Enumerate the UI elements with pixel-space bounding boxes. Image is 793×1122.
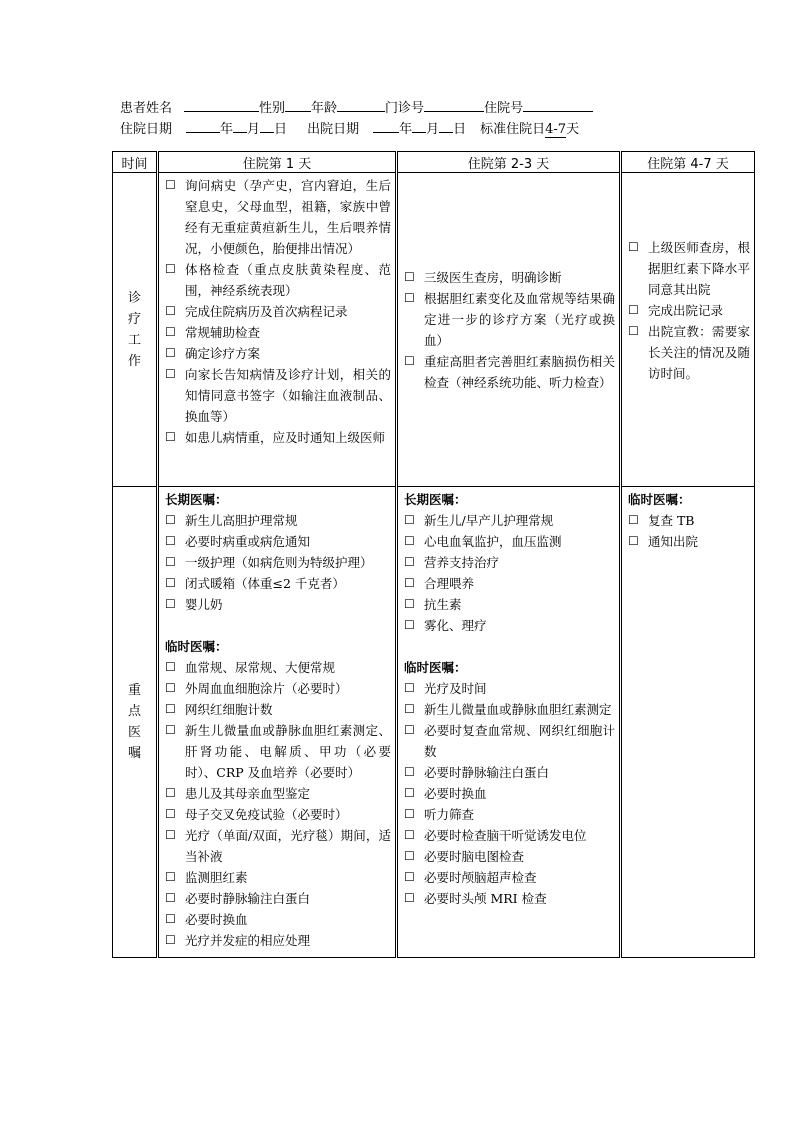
checkbox-icon[interactable]: ☐ bbox=[404, 870, 415, 884]
discharge-day-field[interactable] bbox=[439, 119, 453, 133]
checkbox-icon[interactable]: ☐ bbox=[404, 723, 415, 737]
checklist-item-text: 重症高胆者完善胆红素脑损伤相关检查（神经系统功能、听力检查） bbox=[424, 353, 615, 390]
checklist-item-text: 新生儿/早产儿护理常规 bbox=[424, 513, 554, 528]
checklist-item bbox=[404, 351, 615, 393]
checkbox-icon[interactable]: ☐ bbox=[404, 513, 415, 527]
checklist-item bbox=[404, 867, 615, 888]
checklist-item-text: 复查 TB bbox=[648, 513, 695, 528]
checklist-item bbox=[404, 888, 615, 909]
checklist-item-text: 新生儿微量血或静脉血胆红素测定、肝肾功能、电解质、甲功（必要时）、CRP 及血培养（必要时） bbox=[185, 723, 391, 780]
checkbox-icon[interactable]: ☐ bbox=[165, 912, 176, 926]
checklist-item-text: 必要时复查血常规、网织红细胞计数 bbox=[424, 723, 615, 759]
checklist-item bbox=[404, 573, 615, 594]
checkbox-icon[interactable]: ☐ bbox=[404, 534, 415, 548]
checklist-item-text: 听力筛查 bbox=[424, 807, 475, 822]
checklist-item-text: 常规辅助检查 bbox=[185, 325, 261, 340]
year-unit: 年 bbox=[220, 122, 234, 137]
admission-day-field[interactable] bbox=[260, 119, 274, 133]
orders-row-label bbox=[113, 487, 158, 958]
checklist-item bbox=[165, 867, 391, 888]
checkbox-icon[interactable]: ☐ bbox=[165, 723, 176, 737]
checklist-item bbox=[165, 364, 391, 427]
long-term-orders-title: 长期医嘱： bbox=[165, 492, 228, 507]
checklist-item bbox=[165, 804, 391, 825]
checkbox-icon[interactable]: ☐ bbox=[165, 262, 176, 276]
checklist-item-text: 心电血氧监护，血压监测 bbox=[424, 534, 562, 549]
checklist-item-text: 光疗并发症的相应处理 bbox=[185, 933, 311, 948]
checklist-item-text: 必要时脑电图检查 bbox=[424, 849, 525, 864]
checklist-item-text: 血常规、尿常规、大便常规 bbox=[185, 660, 336, 675]
checklist-item-text: 完成住院病历及首次病程记录 bbox=[185, 304, 348, 319]
checklist-item bbox=[628, 510, 750, 531]
checklist-item-text: 必要时换血 bbox=[424, 786, 487, 801]
checklist-item-text: 出院宣教：需要家长关注的情况及随访时间。 bbox=[648, 324, 750, 381]
checklist-item bbox=[165, 175, 391, 259]
checkbox-icon[interactable]: ☐ bbox=[628, 303, 639, 317]
discharge-date-label: 出院日期 bbox=[307, 122, 360, 137]
month-unit: 月 bbox=[247, 122, 261, 137]
year-unit: 年 bbox=[399, 122, 413, 137]
checkbox-icon[interactable]: ☐ bbox=[404, 290, 415, 305]
name-field[interactable] bbox=[184, 98, 259, 112]
checklist-item bbox=[165, 301, 391, 322]
checklist-item bbox=[165, 594, 391, 615]
checklist-item-text: 患儿及其母亲血型鉴定 bbox=[185, 786, 311, 801]
name-label: 患者姓名 bbox=[120, 101, 173, 116]
work-day23-cell bbox=[397, 173, 621, 487]
checkbox-icon[interactable]: ☐ bbox=[165, 346, 176, 360]
checklist-item-text: 根据胆红素变化及血常规等结果确定进一步的诊疗方案（光疗或换血） bbox=[424, 290, 615, 348]
checklist-item bbox=[165, 552, 391, 573]
checklist-item-text: 必要时静脉输注白蛋白 bbox=[424, 765, 550, 780]
checkbox-icon[interactable]: ☐ bbox=[165, 828, 176, 842]
checkbox-icon[interactable]: ☐ bbox=[628, 513, 639, 527]
checklist-item bbox=[404, 510, 615, 531]
col-time-header: 时间 bbox=[113, 152, 158, 173]
work-day47-cell bbox=[621, 173, 755, 487]
checklist-item bbox=[165, 720, 391, 783]
checkbox-icon[interactable]: ☐ bbox=[165, 178, 176, 192]
checkbox-icon[interactable]: ☐ bbox=[404, 807, 415, 821]
checklist-item bbox=[404, 288, 615, 351]
checklist-item bbox=[404, 552, 615, 573]
checkbox-icon[interactable]: ☐ bbox=[165, 870, 176, 884]
checkbox-icon[interactable]: ☐ bbox=[165, 534, 176, 548]
checklist-item bbox=[165, 699, 391, 720]
orders-day23-cell bbox=[397, 487, 621, 958]
checklist-item-text: 网织红细胞计数 bbox=[185, 702, 273, 717]
gender-field[interactable] bbox=[285, 98, 311, 112]
checkbox-icon[interactable]: ☐ bbox=[404, 618, 415, 632]
checklist-item-text: 光疗及时间 bbox=[424, 681, 487, 696]
checklist-item bbox=[165, 322, 391, 343]
checklist-item-text: 婴儿奶 bbox=[185, 597, 223, 612]
checklist-item bbox=[165, 657, 391, 678]
checkbox-icon[interactable]: ☐ bbox=[404, 681, 415, 695]
checklist-item bbox=[404, 783, 615, 804]
checklist-item bbox=[165, 510, 391, 531]
checklist-item-text: 必要时病重或病危通知 bbox=[185, 534, 311, 549]
checkbox-icon[interactable]: ☐ bbox=[404, 353, 415, 368]
day-unit: 日 bbox=[453, 122, 467, 137]
checkbox-icon[interactable]: ☐ bbox=[404, 849, 415, 863]
checklist-item bbox=[404, 615, 615, 636]
checklist-item-text: 合理喂养 bbox=[424, 576, 475, 591]
temporary-orders-title: 临时医嘱： bbox=[628, 492, 691, 507]
checklist-item-text: 必要时头颅 MRI 检查 bbox=[424, 891, 547, 906]
checkbox-icon[interactable]: ☐ bbox=[628, 324, 639, 338]
checklist-item-text: 向家长告知病情及诊疗计划，相关的知情同意书签字（如输注血液制品、换血等） bbox=[185, 367, 391, 424]
checklist-item-text: 必要时静脉输注白蛋白 bbox=[185, 891, 311, 906]
checklist-item-text: 一级护理（如病危则为特级护理） bbox=[185, 555, 373, 570]
checklist-item-text: 体格检查（重点皮肤黄染程度、范围，神经系统表现） bbox=[185, 262, 391, 298]
checkbox-icon[interactable]: ☐ bbox=[165, 304, 176, 318]
patient-info-line bbox=[120, 98, 593, 117]
checkbox-icon[interactable]: ☐ bbox=[165, 660, 176, 674]
orders-day1-cell bbox=[158, 487, 397, 958]
checkbox-icon[interactable]: ☐ bbox=[404, 555, 415, 569]
temporary-orders-title: 临时医嘱： bbox=[404, 660, 467, 675]
checkbox-icon[interactable]: ☐ bbox=[165, 786, 176, 800]
checkbox-icon[interactable]: ☐ bbox=[404, 765, 415, 779]
checkbox-icon[interactable]: ☐ bbox=[165, 807, 176, 821]
checklist-item bbox=[165, 573, 391, 594]
checkbox-icon[interactable]: ☐ bbox=[404, 269, 415, 284]
work-day1-cell bbox=[158, 173, 397, 487]
checklist-item bbox=[404, 762, 615, 783]
checklist-item bbox=[165, 930, 391, 951]
discharge-year-field[interactable] bbox=[373, 119, 399, 133]
admission-year-field[interactable] bbox=[186, 119, 220, 133]
day-unit: 日 bbox=[274, 122, 288, 137]
checkbox-icon[interactable]: ☐ bbox=[165, 367, 176, 381]
checklist-item-text: 新生儿高胆护理常规 bbox=[185, 513, 298, 528]
checklist-item-text: 抗生素 bbox=[424, 597, 462, 612]
checkbox-icon[interactable]: ☐ bbox=[165, 702, 176, 716]
gender-label: 性别 bbox=[259, 101, 286, 116]
checklist-item-text: 通知出院 bbox=[648, 534, 699, 549]
checklist-item-text: 如患儿病情重，应及时通知上级医师 bbox=[185, 430, 386, 445]
checklist-item bbox=[165, 343, 391, 364]
checklist-item bbox=[165, 909, 391, 930]
work-row-label-text: 诊疗工作 bbox=[127, 290, 141, 369]
clinical-pathway-table bbox=[112, 151, 755, 958]
orders-row bbox=[113, 487, 755, 958]
checklist-item bbox=[165, 678, 391, 699]
age-field[interactable] bbox=[337, 98, 385, 112]
checklist-item-text: 外周血血细胞涂片（必要时） bbox=[185, 681, 348, 696]
standard-stay-label: 标准住院日 bbox=[480, 122, 546, 137]
checklist-item-text: 闭式暖箱（体重≤2 千克者） bbox=[185, 576, 345, 591]
col-day1-header: 住院第 1 天 bbox=[158, 152, 397, 173]
checklist-item bbox=[404, 825, 615, 846]
checklist-item bbox=[628, 300, 750, 321]
checklist-item bbox=[404, 267, 615, 288]
checklist-item bbox=[165, 783, 391, 804]
checklist-item-text: 完成出院记录 bbox=[648, 303, 724, 318]
checklist-item bbox=[404, 804, 615, 825]
checklist-item-text: 营养支持治疗 bbox=[424, 555, 500, 570]
checklist-item-text: 必要时颅脑超声检查 bbox=[424, 870, 537, 885]
standard-stay-value: 4-7 bbox=[545, 122, 567, 137]
checklist-item-text: 三级医生查房，明确诊断 bbox=[424, 269, 562, 285]
checklist-item bbox=[404, 846, 615, 867]
checklist-item-text: 询问病史（孕产史，宫内窘迫，生后窒息史，父母血型，祖籍，家族中曾经有无重症黄疸新生儿，生后喂养情况，小便颜色，胎便排出情况） bbox=[185, 178, 391, 256]
admission-month-field[interactable] bbox=[233, 119, 247, 133]
col-day47-header: 住院第 4-7 天 bbox=[621, 152, 755, 173]
checkbox-icon[interactable]: ☐ bbox=[165, 430, 176, 444]
checkbox-icon[interactable]: ☐ bbox=[165, 891, 176, 905]
temporary-orders-title: 临时医嘱： bbox=[165, 639, 228, 654]
checklist-item-text: 母子交叉免疫试验（必要时） bbox=[185, 807, 348, 822]
inpatient-number-field[interactable] bbox=[523, 98, 593, 112]
date-info-line bbox=[120, 119, 579, 138]
checklist-item-text: 新生儿微量血或静脉血胆红素测定 bbox=[424, 702, 612, 717]
long-term-orders-title: 长期医嘱： bbox=[404, 492, 467, 507]
checkbox-icon[interactable]: ☐ bbox=[404, 702, 415, 716]
age-label: 年龄 bbox=[311, 101, 338, 116]
checklist-item-text: 上级医师查房，根据胆红素下降水平同意其出院 bbox=[648, 240, 750, 297]
clinic-number-field[interactable] bbox=[424, 98, 484, 112]
checkbox-icon[interactable]: ☐ bbox=[165, 681, 176, 695]
orders-row-label-text: 重点医嘱 bbox=[127, 683, 141, 761]
checkbox-icon[interactable]: ☐ bbox=[404, 828, 415, 842]
checklist-item-text: 必要时换血 bbox=[185, 912, 248, 927]
checklist-item bbox=[165, 531, 391, 552]
checklist-item-text: 监测胆红素 bbox=[185, 870, 248, 885]
month-unit: 月 bbox=[426, 122, 440, 137]
table-header-row bbox=[113, 152, 755, 173]
checklist-item bbox=[404, 594, 615, 615]
checkbox-icon[interactable]: ☐ bbox=[165, 576, 176, 590]
checkbox-icon[interactable]: ☐ bbox=[628, 534, 639, 548]
work-row bbox=[113, 173, 755, 487]
orders-day47-cell bbox=[621, 487, 755, 958]
checklist-item bbox=[165, 259, 391, 301]
checklist-item bbox=[165, 888, 391, 909]
checklist-item bbox=[165, 427, 391, 448]
checkbox-icon[interactable]: ☐ bbox=[165, 555, 176, 569]
checkbox-icon[interactable]: ☐ bbox=[165, 325, 176, 339]
clinic-number-label: 门诊号 bbox=[385, 101, 425, 116]
checkbox-icon[interactable]: ☐ bbox=[165, 513, 176, 527]
checkbox-icon[interactable]: ☐ bbox=[165, 597, 176, 611]
checklist-item-text: 必要时检查脑干听觉诱发电位 bbox=[424, 828, 587, 843]
checkbox-icon[interactable]: ☐ bbox=[404, 576, 415, 590]
checklist-item bbox=[404, 720, 615, 762]
col-day23-header: 住院第 2-3 天 bbox=[397, 152, 621, 173]
checklist-item bbox=[628, 531, 750, 552]
checkbox-icon[interactable]: ☐ bbox=[404, 786, 415, 800]
checklist-item bbox=[404, 699, 615, 720]
discharge-month-field[interactable] bbox=[412, 119, 426, 133]
admission-date-label: 住院日期 bbox=[120, 122, 173, 137]
checkbox-icon[interactable]: ☐ bbox=[404, 597, 415, 611]
checklist-item bbox=[404, 531, 615, 552]
checklist-item bbox=[404, 678, 615, 699]
inpatient-number-label: 住院号 bbox=[484, 101, 524, 116]
standard-stay-unit: 天 bbox=[566, 122, 580, 137]
work-row-label bbox=[113, 173, 158, 487]
checklist-item-text: 确定诊疗方案 bbox=[185, 346, 261, 361]
checkbox-icon[interactable]: ☐ bbox=[404, 891, 415, 905]
checklist-item-text: 光疗（单面/双面，光疗毯）期间，适当补液 bbox=[185, 828, 391, 864]
checklist-item-text: 雾化、理疗 bbox=[424, 618, 487, 633]
checklist-item bbox=[628, 321, 750, 384]
checklist-item bbox=[628, 237, 750, 300]
checkbox-icon[interactable]: ☐ bbox=[628, 240, 639, 254]
checkbox-icon[interactable]: ☐ bbox=[165, 933, 176, 947]
checklist-item bbox=[165, 825, 391, 867]
